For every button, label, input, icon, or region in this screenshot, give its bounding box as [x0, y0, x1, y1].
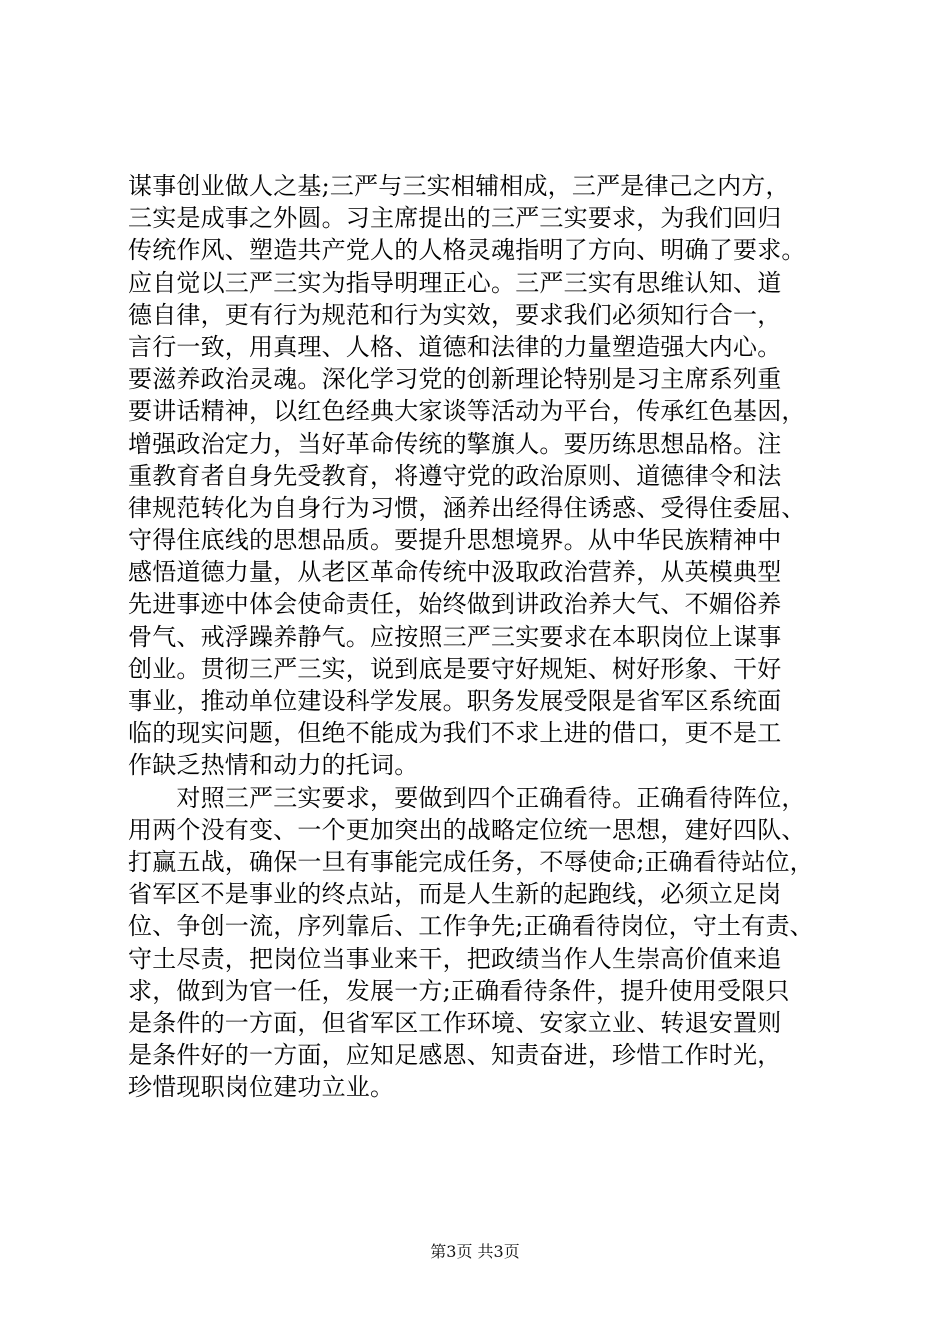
- text-line: 律规范转化为自身行为习惯，涵养出经得住诱惑、受得住委屈、: [128, 493, 806, 522]
- text-line: 骨气、戒浮躁养静气。应按照三严三实要求在本职岗位上谋事: [128, 622, 782, 651]
- text-line: 打赢五战，确保一旦有事能完成任务，不辱使命;正确看待站位，: [128, 847, 814, 876]
- text-line: 位、争创一流，序列靠后、工作争先;正确看待岗位，守土有责、: [128, 912, 814, 941]
- text-line: 事业，推动单位建设科学发展。职务发展受限是省军区系统面: [128, 687, 782, 715]
- text-line: 言行一致，用真理、人格、道德和法律的力量塑造强大内心。: [128, 332, 782, 361]
- text-line: 传统作风、塑造共产党人的人格灵魂指明了方向、明确了要求。: [128, 236, 806, 265]
- text-line: 增强政治定力，当好革命传统的擎旗人。要历练思想品格。注: [128, 429, 782, 458]
- text-line: 创业。贯彻三严三实，说到底是要守好规矩、树好形象、干好: [128, 654, 782, 683]
- text-line: 是条件好的一方面，应知足感恩、知责奋进，珍惜工作时光，: [128, 1041, 782, 1070]
- text-line: 省军区不是事业的终点站，而是人生新的起跑线，必须立足岗: [128, 880, 782, 909]
- text-line: 要滋养政治灵魂。深化学习党的创新理论特别是习主席系列重: [128, 365, 782, 394]
- text-line: 三实是成事之外圆。习主席提出的三严三实要求，为我们回归: [128, 204, 782, 233]
- text-line: 临的现实问题，但绝不能成为我们不求上进的借口，更不是工: [128, 719, 782, 748]
- text-line: 珍惜现职岗位建功立业。: [128, 1073, 395, 1102]
- text-line: 求，做到为官一任，发展一方;正确看待条件，提升使用受限只: [128, 976, 790, 1005]
- text-line: 守得住底线的思想品质。要提升思想境界。从中华民族精神中: [128, 526, 782, 555]
- text-line: 用两个没有变、一个更加突出的战略定位统一思想，建好四队、: [128, 815, 806, 844]
- text-line: 重教育者自身先受教育，将遵守党的政治原则、道德律令和法: [128, 461, 782, 490]
- body-text: [128, 170, 828, 1103]
- text-line: 是条件的一方面，但省军区工作环境、安家立业、转退安置则: [128, 1008, 782, 1037]
- text-line: 感悟道德力量，从老区革命传统中汲取政治营养，从英模典型: [128, 558, 782, 587]
- text-line: 应自觉以三严三实为指导明理正心。三严三实有思维认知、道: [128, 268, 782, 297]
- text-line: 作缺乏热情和动力的托词。: [128, 751, 419, 780]
- text-line: 先进事迹中体会使命责任，始终做到讲政治养大气、不媚俗养: [128, 590, 782, 619]
- text-line: 谋事创业做人之基;三严与三实相辅相成，三严是律己之内方，: [128, 172, 790, 200]
- text-line: 要讲话精神，以红色经典大家谈等活动为平台，传承红色基因，: [128, 397, 806, 426]
- text-line: 对照三严三实要求，要做到四个正确看待。正确看待阵位，: [128, 783, 806, 812]
- page-footer: 第3页 共3页: [430, 1242, 520, 1261]
- text-line: 德自律，更有行为规范和行为实效，要求我们必须知行合一，: [128, 300, 782, 329]
- text-line: 守土尽责，把岗位当事业来干，把政绩当作人生崇高价值来追: [128, 944, 782, 973]
